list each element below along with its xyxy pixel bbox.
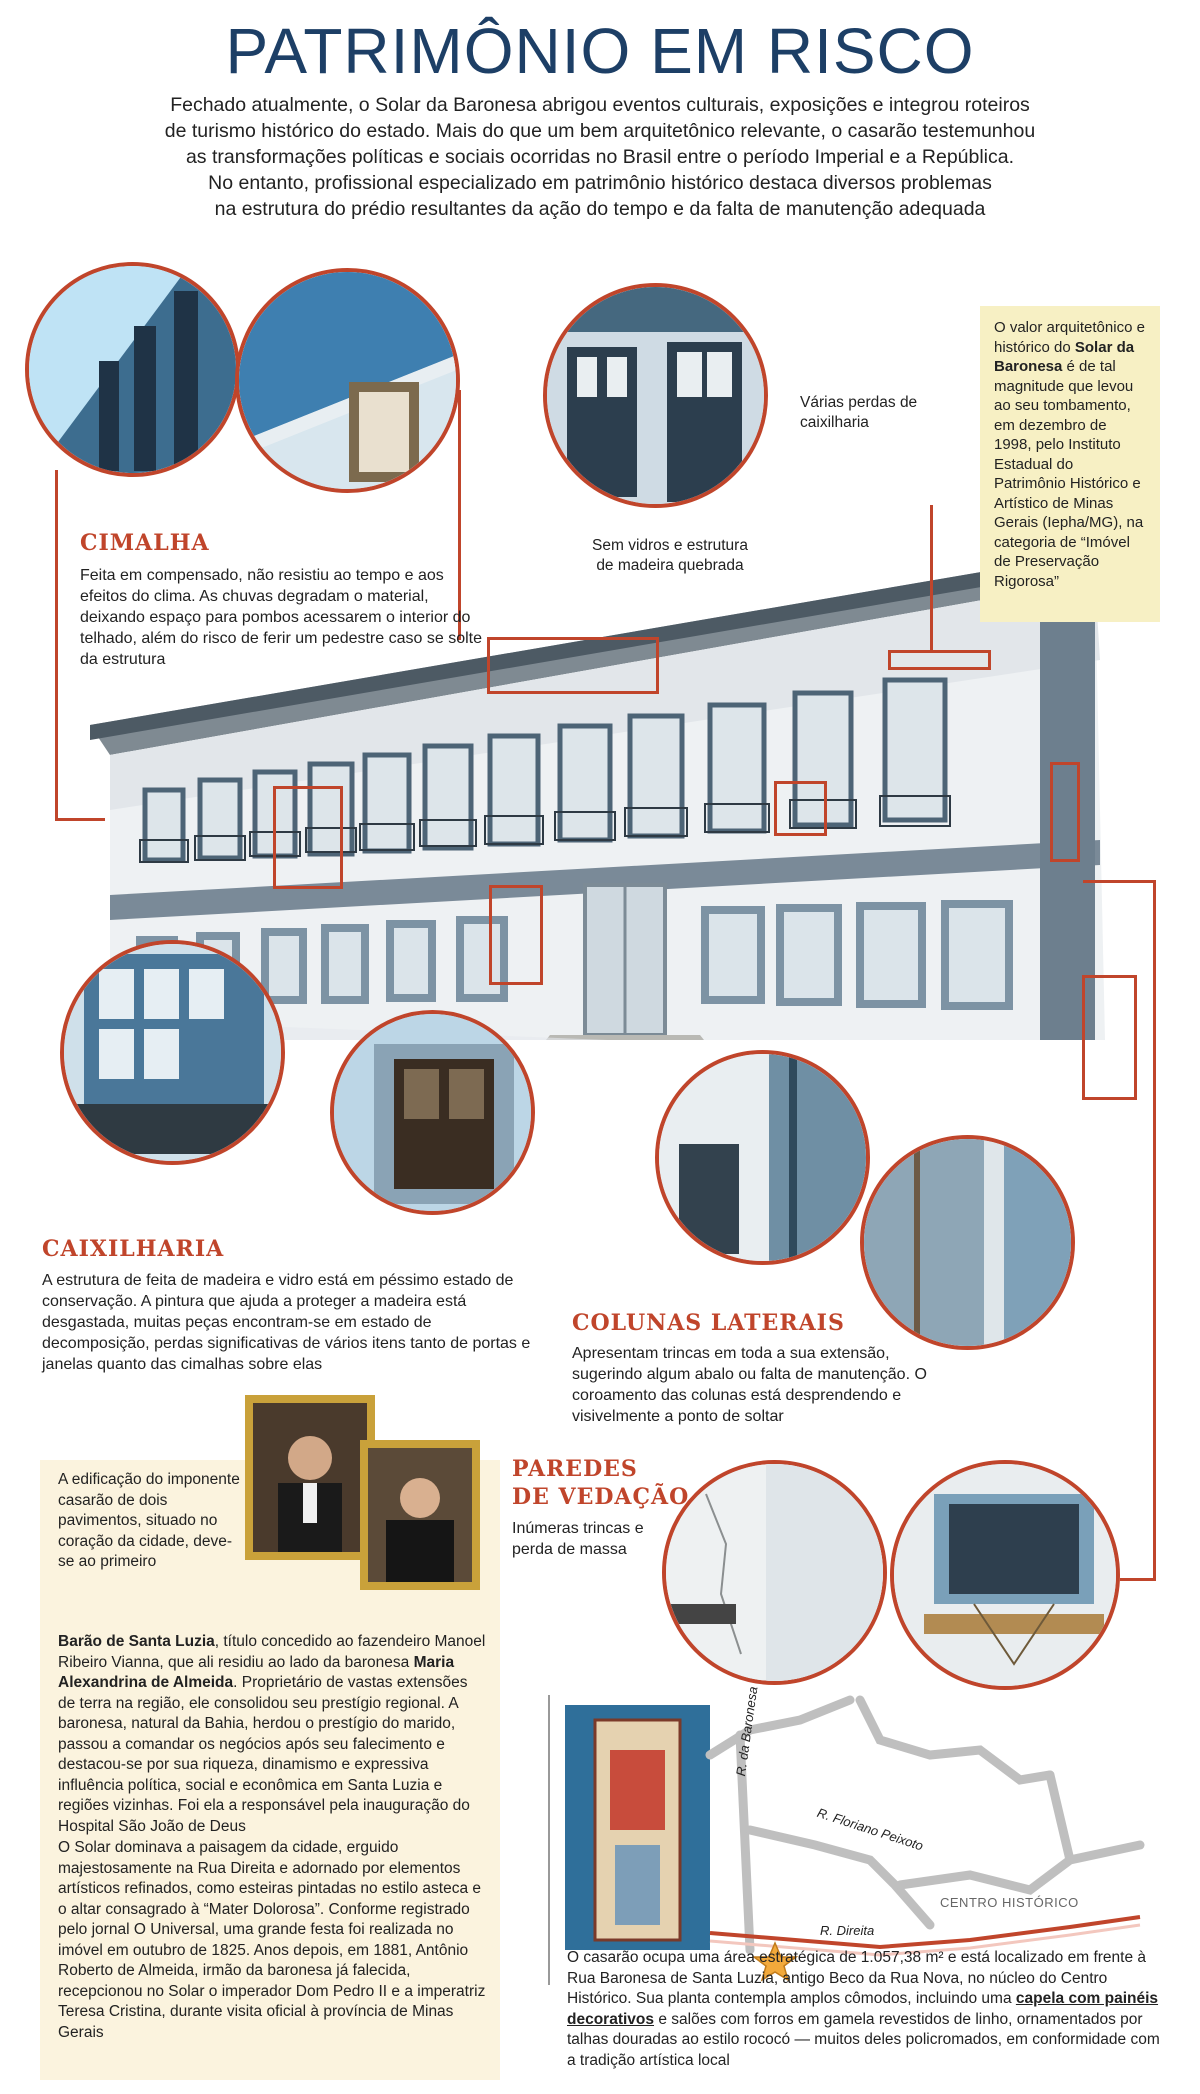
cornice-photo-2 xyxy=(235,268,460,493)
connector-line xyxy=(1153,880,1156,1580)
callout-box-lower-window xyxy=(489,885,543,985)
colunas-heading: COLUNAS LATERAIS xyxy=(572,1310,845,1336)
portrait-barao xyxy=(245,1395,375,1560)
connector-line xyxy=(1120,1578,1156,1581)
history-text-top: A edificação do imponente casarão de dois pavimentos, situado no coração da cidade, deve-se ao primeiro xyxy=(58,1471,240,1570)
caixilharia-text: A estrutura de feita de madeira e vidro está em péssimo estado de conservação. A pintura que ajuda a proteger a madeira está desgastada, muitas peças encontram-se em estado de decomposição, perdas significativas de vários itens tanto de portas e janelas quanto das cimalhas sobre elas xyxy=(42,1272,531,1373)
connector-line xyxy=(930,505,933,650)
callout-box-window xyxy=(273,786,343,889)
history-paragraph-2: O Solar dominava a paisagem da cidade, erguido majestosamente na Rua Direita e adornado por elementos artísticos refinados, como esteiras pintadas no estilo asteca e o altar consagrado à “Mater Dolorosa”. Conforme registrado pelo jornal O Universal, uma grande festa foi realizada no imóvel em outubro de 1825. Anos depois, em 1881, Antônio Roberto de Almeida, irmão da baronesa já falecida, recepcionou no Solar o imperador Dom Pedro II e a imperatriz Teresa Cristina, durante visita oficial à província de Minas Gerais xyxy=(58,1839,486,2041)
callout-box-column xyxy=(1050,762,1080,862)
connector-line xyxy=(1083,880,1155,883)
wall-crack-photo xyxy=(662,1460,887,1685)
window-frame-detail-photo xyxy=(330,1010,535,1215)
callout-box-wall xyxy=(1082,975,1137,1100)
connector-line xyxy=(55,470,58,820)
window-balcony-photo xyxy=(60,940,285,1165)
side-column-photo-2 xyxy=(860,1135,1075,1350)
caption-caixilharia-perdas: Várias perdas de caixilharia xyxy=(800,394,918,431)
callout-box-cornice xyxy=(487,637,659,694)
map-label-centro: CENTRO HISTÓRICO xyxy=(940,1895,1079,1910)
map-label-direita: R. Direita xyxy=(820,1923,875,1938)
wall-window-photo xyxy=(890,1460,1120,1690)
portrait-baronesa xyxy=(360,1440,480,1590)
window-frames-photo xyxy=(543,283,768,508)
map-label-baronesa: R. da Baronesa xyxy=(733,1685,761,1778)
colunas-text: Apresentam trincas em toda a sua extensão, sugerindo algum abalo ou falta de manutenção. O coroamento das colunas está desprendendo e visivelmente a ponto de soltar xyxy=(572,1345,927,1425)
callout-box-frames xyxy=(888,650,991,670)
paredes-heading: PAREDES DE VEDAÇÃO xyxy=(512,1456,690,1510)
caixilharia-heading: CAIXILHARIA xyxy=(42,1236,225,1262)
cornice-photo-1 xyxy=(25,262,240,477)
cimalha-heading: CIMALHA xyxy=(80,530,210,556)
cimalha-text: Feita em compensado, não resistiu ao tempo e aos efeitos do clima. As chuvas degradam o material, deixando espaço para pombos acessarem o interior do telhado, além do risco de ferir um pedestre caso se solte da estrutura xyxy=(80,567,482,668)
caption-sem-vidros: Sem vidros e estrutura de madeira quebrada xyxy=(592,537,748,574)
callout-box-glass xyxy=(774,781,827,836)
side-column-photo-1 xyxy=(655,1050,870,1265)
tombamento-note: O valor arquitetônico e histórico do Solar da Baronesa é de tal magnitude que levou ao seu tombamento, em dezembro de 1998, pelo Instituto Estadual do Patrimônio Histórico e Artístico de Minas Gerais (Iepha/MG), na categoria de “Imóvel de Preservação Rigorosa” xyxy=(980,306,1160,622)
history-paragraph-1: Barão de Santa Luzia, título concedido ao fazendeiro Manoel Ribeiro Vianna, que ali residiu ao lado da baronesa Maria Alexandrina de Almeida. Proprietário de vastas extensões de terra na região, ele consolidou seu prestígio regional. A baronesa, natural da Bahia, herdou o prestígio do marido, passou a comandar os negócios após seu falecimento e destacou-se por sua riqueza, dinamismo e expressiva influência política, social e econômica em Santa Luzia e regiões vizinhas. Foi ela a responsável pela inauguração do Hospital São João de Deus xyxy=(58,1633,486,1835)
map-panel xyxy=(548,1685,1150,1985)
page-title: PATRIMÔNIO EM RISCO xyxy=(225,15,975,87)
lead-paragraph: Fechado atualmente, o Solar da Baronesa abrigou eventos culturais, exposições e integrou roteiros de turismo histórico do estado. Mais do que um bem arquitetônico relevante, o casarão testemunhou as transformações políticas e sociais ocorridas no Brasil entre o período Imperial e a República. No entanto, profissional especializado em patrimônio histórico destaca diversos problemas na estrutura do prédio resultantes da ação do tempo e da falta de manutenção adequada xyxy=(164,94,1036,220)
connector-line xyxy=(55,818,105,821)
map-label-floriano: R. Floriano Peixoto xyxy=(815,1805,926,1854)
paredes-text: Inúmeras trincas e perda de massa xyxy=(512,1520,644,1558)
location-text: O casarão ocupa uma área estratégica de 1.057,38 m² e está localizado em frente à Rua Baronesa de Santa Luzia, antigo Beco da Rua Nova, no núcleo do Centro Histórico. Sua planta contempla amplos cômodos, incluindo uma capela com painéis decorativos e salões com forros em gamela revestidos de linho, ornamentados por talhas douradas ao estilo rococó — muitos deles policromados, em conformidade com a tradição artística local xyxy=(567,1949,1160,2069)
